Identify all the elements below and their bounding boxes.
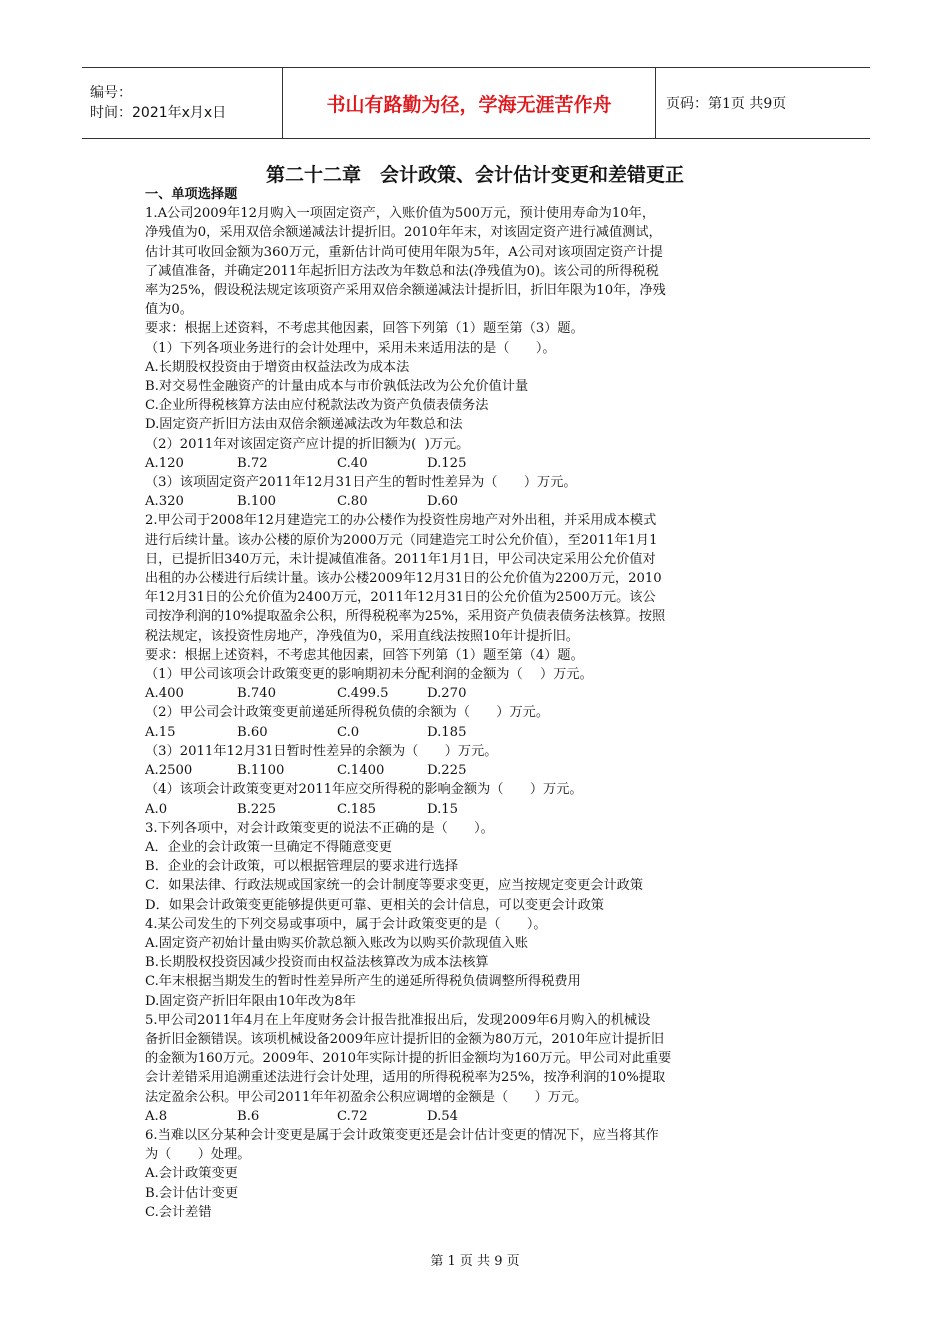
text-line: （4）该项会计政策变更对2011年应交所得税的影响金额为（ ）万元。: [145, 782, 583, 798]
text-line: A.长期股权投资由于增资由权益法改为成本法: [145, 359, 410, 375]
answer-option: C.72: [337, 1108, 368, 1124]
text-line: （1）下列各项业务进行的会计处理中，采用未来适用法的是（ ）。: [145, 340, 556, 356]
text-line: 值为0。: [145, 302, 193, 318]
answer-option: C.0: [337, 724, 360, 740]
header-motto-cell: [282, 68, 656, 138]
answer-option: B.6: [237, 1108, 260, 1124]
text-line: 法定盈余公积。甲公司2011年年初盈余公积应调增的金额是（ ）万元。: [145, 1089, 588, 1105]
text-line: D.固定资产折旧方法由双倍余额递减法改为年数总和法: [145, 417, 463, 433]
text-line: B.会计估计变更: [145, 1185, 239, 1201]
text-line: A．企业的会计政策一旦确定不得随意变更: [145, 839, 392, 855]
text-line: 会计差错采用追溯重述法进行会计处理，适用的所得税税率为25%，按净利润的10%提取: [145, 1070, 666, 1086]
header-motto: 书山有路勤为径，学海无涯苦作舟: [326, 93, 612, 116]
text-line: 司按净利润的10%提取盈余公积，所得税税率为25%，采用资产负债表债务法核算。按照: [145, 609, 666, 625]
answer-option: B.740: [237, 686, 277, 702]
answer-options-row: [145, 684, 815, 703]
text-line: 要求：根据上述资料，不考虑其他因素，回答下列第（1）题至第（3）题。: [145, 321, 584, 337]
text-line: 的金额为160万元。2009年、2010年实际计提的折旧金额均为160万元。甲公司对此重要: [145, 1051, 672, 1067]
page-footer: 第 1 页 共 9 页: [430, 1254, 520, 1269]
text-line: 进行后续计量。该办公楼的原价为2000万元（同建造完工时公允价值），至2011年1月1: [145, 532, 658, 548]
text-line: 6.当难以区分某种会计变更是属于会计政策变更还是会计估计变更的情况下，应当将其作: [145, 1127, 659, 1143]
document-time-label: 时间：2021年x月x日: [90, 105, 227, 121]
text-line: D.固定资产折旧年限由10年改为8年: [145, 993, 356, 1009]
text-line: C．如果法律、行政法规或国家统一的会计制度等要求变更，应当按规定变更会计政策: [145, 878, 644, 894]
text-line: （2）甲公司会计政策变更前递延所得税负债的余额为（ ）万元。: [145, 705, 550, 721]
answer-option: A.15: [145, 724, 176, 740]
answer-option: A.2500: [145, 763, 193, 779]
answer-option: B.100: [237, 494, 277, 510]
text-line: 4.某公司发生的下列交易或事项中，属于会计政策变更的是（ ）。: [145, 916, 547, 932]
section-title: 一、单项选择题: [145, 187, 238, 202]
answer-options-row: [145, 800, 815, 819]
text-line: 要求：根据上述资料，不考虑其他因素，回答下列第（1）题至第（4）题。: [145, 647, 584, 663]
document-number-label: 编号：: [90, 85, 132, 101]
text-line: B.对交易性金融资产的计量由成本与市价孰低法改为公允价值计量: [145, 379, 529, 395]
answer-option: B.72: [237, 455, 268, 471]
answer-option: A.400: [145, 686, 184, 702]
answer-option: B.225: [237, 801, 277, 817]
answer-option: D.54: [427, 1108, 459, 1124]
text-line: （3）2011年12月31日暂时性差异的余额为（ ）万元。: [145, 743, 498, 759]
text-line: B．企业的会计政策，可以根据管理层的要求进行选择: [145, 859, 459, 875]
text-line: 估计其可收回金额为360万元，重新估计尚可使用年限为5年，A公司对该项固定资产计提: [145, 244, 663, 260]
text-line: 2.甲公司于2008年12月建造完工的办公楼作为投资性房地产对外出租，并采用成本模式: [145, 513, 657, 529]
text-line: 年12月31日的公允价值为2400万元，2011年12月31日的公允价值为2500万元。该公: [145, 590, 656, 606]
answer-option: A.320: [145, 494, 184, 510]
chapter-title: 第二十二章 会计政策、会计估计变更和差错更正: [265, 164, 684, 186]
text-line: A.固定资产初始计量由购买价款总额入账改为以购买价款现值入账: [145, 935, 528, 951]
text-line: 税法规定，该投资性房地产，净残值为0，采用直线法按照10年计提折旧。: [145, 628, 579, 644]
text-line: B.长期股权投资因减少投资而由权益法核算改为成本法核算: [145, 955, 489, 971]
text-line: （3）该项固定资产2011年12月31日产生的暂时性差异为（ ）万元。: [145, 475, 577, 491]
header-left: [82, 68, 282, 138]
answer-option: C.40: [337, 455, 368, 471]
answer-options-row: [145, 492, 815, 511]
page-header: [82, 67, 870, 139]
text-line: 日，已提折旧340万元，未计提减值准备。2011年1月1日，甲公司决定采用公允价值对: [145, 551, 656, 567]
text-line: 出租的办公楼进行后续计量。该办公楼2009年12月31日的公允价值为2200万元，2010: [145, 571, 662, 587]
answer-option: A.8: [145, 1108, 168, 1124]
answer-options-row: [145, 761, 815, 780]
answer-option: C.499.5: [337, 686, 389, 702]
text-line: 率为25%，假设税法规定该项资产采用双倍余额递减法计提折旧，折旧年限为10年，净残: [145, 283, 666, 299]
header-page-info: 页码：第1页 共9页: [666, 96, 787, 112]
text-line: C.年末根据当期发生的暂时性差异所产生的递延所得税负债调整所得税费用: [145, 974, 581, 990]
text-line: A.会计政策变更: [145, 1166, 238, 1182]
text-line: 为（ ）处理。: [145, 1147, 251, 1163]
text-line: （1）甲公司该项会计政策变更的影响期初未分配利润的金额为（ ）万元。: [145, 667, 593, 683]
answer-option: A.0: [145, 801, 168, 817]
document-body: [145, 185, 815, 1222]
answer-option: D.125: [427, 455, 467, 471]
answer-option: B.60: [237, 724, 268, 740]
answer-option: C.185: [337, 801, 376, 817]
answer-option: C.1400: [337, 763, 385, 779]
answer-option: B.1100: [237, 763, 285, 779]
text-line: 1.A公司2009年12月购入一项固定资产，入账价值为500万元，预计使用寿命为10年，: [145, 206, 656, 222]
text-line: C.企业所得税核算方法由应付税款法改为资产负债表债务法: [145, 398, 489, 414]
text-line: 3.下列各项中，对会计政策变更的说法不正确的是（ ）。: [145, 820, 494, 836]
text-line: （2）2011年对该固定资产应计提的折旧额为( )万元。: [145, 436, 470, 452]
answer-options-row: [145, 454, 815, 473]
text-line: D．如果会计政策变更能够提供更可靠、更相关的会计信息，可以变更会计政策: [145, 897, 604, 913]
answer-option: D.15: [427, 801, 459, 817]
answer-options-row: [145, 723, 815, 742]
answer-option: A.120: [145, 455, 184, 471]
text-line: 5.甲公司2011年4月在上年度财务会计报告批准报出后，发现2009年6月购入的机械设: [145, 1012, 651, 1028]
answer-option: C.80: [337, 494, 368, 510]
text-line: 了减值准备，并确定2011年起折旧方法改为年数总和法(净残值为0)。该公司的所得税税: [145, 263, 659, 279]
text-line: 备折旧金额错误。该项机械设备2009年应计提折旧的金额为80万元，2010年应计提折旧: [145, 1031, 665, 1047]
text-line: C.会计差错: [145, 1204, 212, 1220]
answer-option: D.60: [427, 494, 459, 510]
answer-option: D.270: [427, 686, 467, 702]
answer-option: D.185: [427, 724, 467, 740]
answer-option: D.225: [427, 763, 467, 779]
text-line: 净残值为0，采用双倍余额递减法计提折旧。2010年年末，对该固定资产进行减值测试，: [145, 225, 662, 241]
answer-options-row: [145, 1107, 815, 1126]
